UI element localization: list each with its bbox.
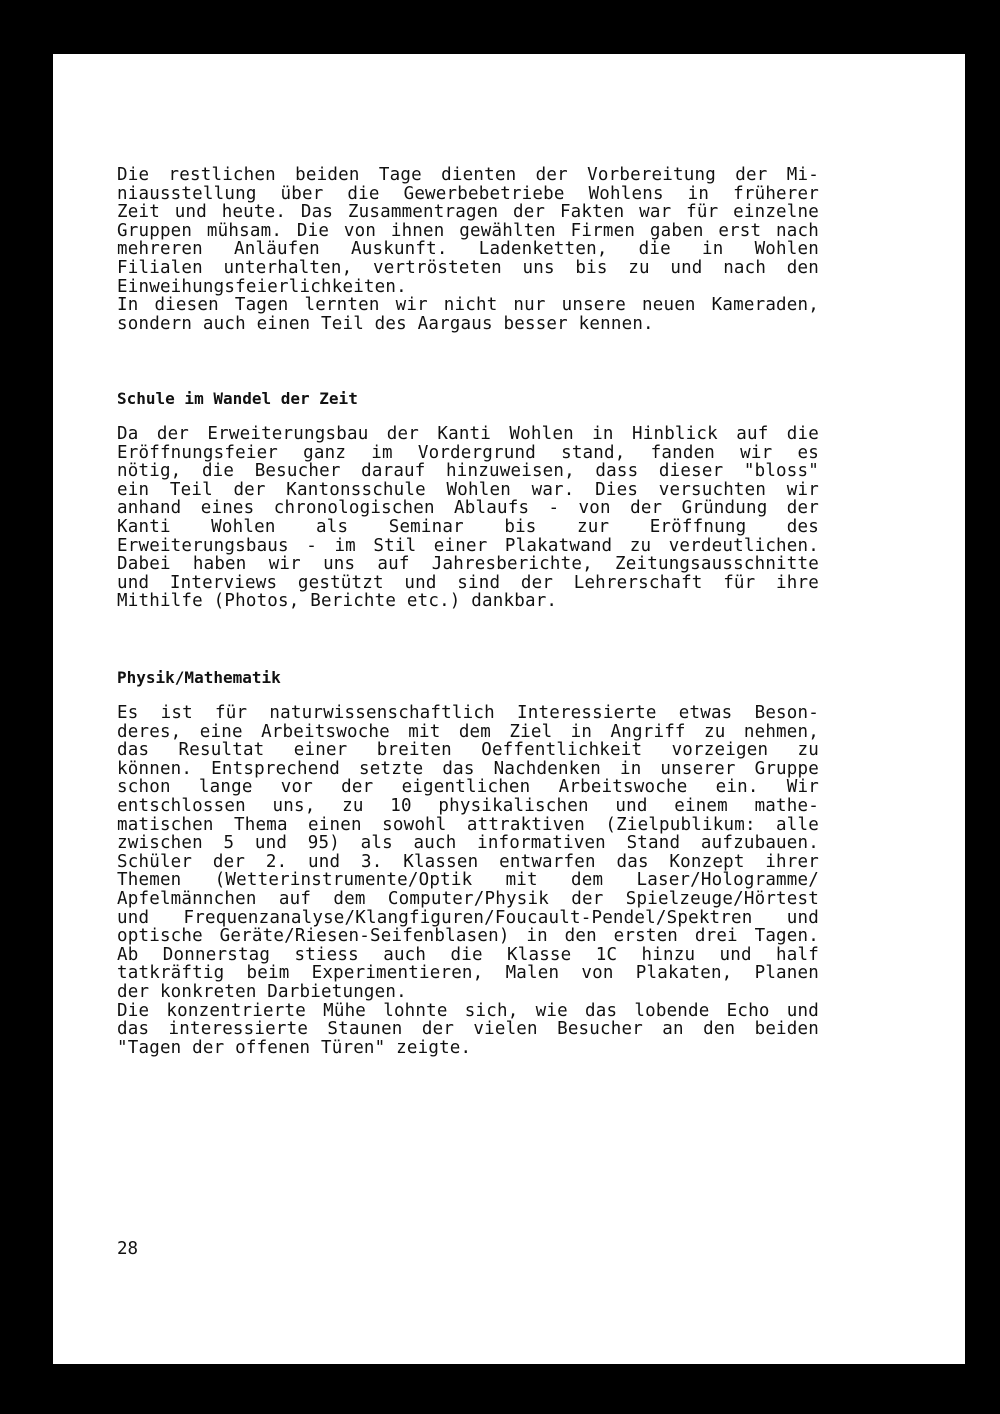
text-line: matischen Thema einen sowohl attraktiven (Zielpublikum: alle: [117, 814, 819, 835]
text-line: Die konzentrierte Mühe lohnte sich, wie das lobende Echo und: [117, 1000, 819, 1021]
text-line: schon lange vor der eigentlichen Arbeitswoche ein. Wir: [117, 777, 819, 798]
text-line: der konkreten Darbietungen.: [117, 982, 407, 1002]
text-line: anhand eines chronologischen Ablaufs - von der Gründung der: [117, 498, 819, 519]
text-line: nötig, die Besucher darauf hinzuweisen, dass dieser "bloss": [117, 461, 819, 482]
text-line: sondern auch einen Teil des Aargaus besser kennen.: [117, 313, 654, 334]
page-number: 28: [117, 1239, 139, 1259]
text-line: das Resultat einer breiten Oeffentlichkeit vorzeigen zu: [117, 740, 819, 761]
text-line: zwischen 5 und 95) als auch informativen Stand aufzubauen.: [117, 833, 819, 854]
text-line: Themen (Wetterinstrumente/Optik mit dem Laser/Hologramme/: [117, 870, 819, 891]
section-heading-physik: Physik/Mathematik: [117, 668, 281, 687]
text-line: Filialen unterhalten, vertrösteten uns bis zu und nach den: [117, 258, 819, 278]
text-line: können. Entsprechend setzte das Nachdenken in unserer Gruppe: [117, 758, 819, 779]
text-line: deres, eine Arbeitswoche mit dem Ziel in Angriff zu nehmen,: [117, 721, 819, 742]
text-line: Erweiterungsbaus - im Stil einer Plakatwand zu verdeutlichen.: [117, 535, 819, 556]
text-line: Eröffnungsfeier ganz im Vordergrund stand, fanden wir es: [117, 442, 819, 463]
text-line: "Tagen der offenen Türen" zeigte.: [117, 1037, 472, 1058]
text-line: ein Teil der Kantonsschule Wohlen war. Dies versuchten wir: [117, 479, 819, 500]
text-line: niausstellung über die Gewerbebetriebe Wohlens in früherer: [117, 183, 819, 204]
text-line: Einweihungsfeierlichkeiten.: [117, 276, 407, 297]
text-line: Da der Erweiterungsbau der Kanti Wohlen in Hinblick auf die: [117, 424, 819, 444]
text-line: mehreren Anläufen Auskunft. Ladenketten, die in Wohlen: [117, 239, 819, 260]
text-line: Apfelmännchen auf dem Computer/Physik der Spielzeuge/Hörtest: [117, 889, 819, 909]
text-line: In diesen Tagen lernten wir nicht nur unsere neuen Kameraden,: [117, 295, 819, 316]
text-line: Dabei haben wir uns auf Jahresberichte, Zeitungsausschnitte: [117, 554, 819, 575]
document-page: [53, 54, 965, 1364]
text-line: tatkräftig beim Experimentieren, Malen von Plakaten, Planen: [117, 963, 819, 984]
text-line: entschlossen uns, zu 10 physikalischen und einem mathe-: [117, 796, 819, 816]
text-line: und Frequenzanalyse/Klangfiguren/Foucault-Pendel/Spektren und: [117, 907, 819, 928]
text-line: Gruppen mühsam. Die von ihnen gewählten Firmen gaben erst nach: [117, 220, 819, 241]
text-line: und Interviews gestützt und sind der Lehrerschaft für ihre: [117, 572, 819, 593]
text-line: Die restlichen beiden Tage dienten der Vorbereitung der Mi-: [117, 165, 819, 185]
section-heading-schule: Schule im Wandel der Zeit: [117, 389, 358, 408]
text-line: optische Geräte/Riesen-Seifenblasen) in den ersten drei Tagen.: [117, 926, 819, 947]
text-line: Es ist für naturwissenschaftlich Interessierte etwas Beson-: [117, 703, 819, 723]
text-line: Schüler der 2. und 3. Klassen entwarfen das Konzept ihrer: [117, 851, 819, 872]
text-line: Ab Donnerstag stiess auch die Klasse 1C hinzu und half: [117, 944, 819, 965]
text-line: Zeit und heute. Das Zusammentragen der Fakten war für einzelne: [117, 202, 819, 223]
text-line: das interessierte Staunen der vielen Besucher an den beiden: [117, 1019, 819, 1040]
text-line: Kanti Wohlen als Seminar bis zur Eröffnung des: [117, 517, 819, 537]
text-line: Mithilfe (Photos, Berichte etc.) dankbar.: [117, 591, 558, 612]
